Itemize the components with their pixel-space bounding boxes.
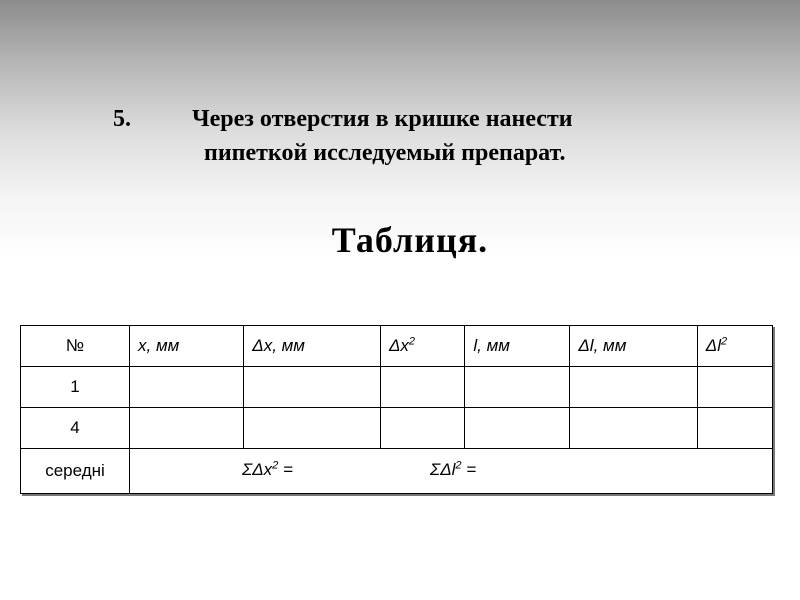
row-num: 1 bbox=[21, 367, 130, 408]
table-cell bbox=[465, 408, 570, 449]
header-dx2 bbox=[380, 326, 464, 367]
table-header-row bbox=[21, 326, 773, 367]
summary-sums-cell bbox=[130, 449, 773, 494]
header-num: № bbox=[21, 326, 130, 367]
sum-dl2-eq: = bbox=[461, 460, 477, 479]
table-row bbox=[21, 367, 773, 408]
sum-dl2-base: ΣΔl bbox=[430, 460, 456, 479]
item-text bbox=[190, 102, 690, 170]
summary-label: середні bbox=[21, 449, 130, 494]
sum-dx2-eq: = bbox=[278, 460, 293, 479]
header-dx2-exp: 2 bbox=[408, 335, 415, 348]
header-dl2-exp: 2 bbox=[720, 335, 728, 348]
sum-dx2-expression bbox=[242, 460, 293, 480]
table-cell bbox=[465, 367, 570, 408]
table-cell bbox=[244, 408, 381, 449]
header-dl2-base: Δl bbox=[705, 336, 721, 355]
table-cell bbox=[570, 367, 697, 408]
header-l: l, мм bbox=[465, 326, 570, 367]
header-dl2 bbox=[697, 326, 772, 367]
table-cell bbox=[380, 367, 464, 408]
sum-dl2-expression bbox=[430, 460, 476, 480]
table-row bbox=[21, 408, 773, 449]
table-title: Таблиця. bbox=[331, 220, 489, 260]
table-cell bbox=[697, 408, 772, 449]
table-cell bbox=[570, 408, 697, 449]
table-cell bbox=[380, 408, 464, 449]
summary-row bbox=[21, 449, 773, 494]
row-num: 4 bbox=[21, 408, 130, 449]
sum-dx2-base: ΣΔx bbox=[242, 460, 273, 479]
header-dl: Δl, мм bbox=[570, 326, 697, 367]
item-text-line-2: пипеткой исследуемый препарат. bbox=[204, 140, 566, 166]
header-x: x, мм bbox=[130, 326, 244, 367]
header-dx: Δx, мм bbox=[244, 326, 381, 367]
table-cell bbox=[130, 408, 244, 449]
measurement-table bbox=[20, 325, 773, 494]
header-dx2-base: Δx bbox=[388, 336, 409, 355]
item-number: 5. bbox=[113, 106, 131, 132]
sum-dx2-exp: 2 bbox=[272, 459, 279, 472]
table-cell bbox=[130, 367, 244, 408]
table-cell bbox=[697, 367, 772, 408]
item-text-line-1: Через отверстия в кришке нанести bbox=[192, 106, 573, 132]
sum-dl2-exp: 2 bbox=[455, 459, 462, 472]
table-cell bbox=[244, 367, 381, 408]
